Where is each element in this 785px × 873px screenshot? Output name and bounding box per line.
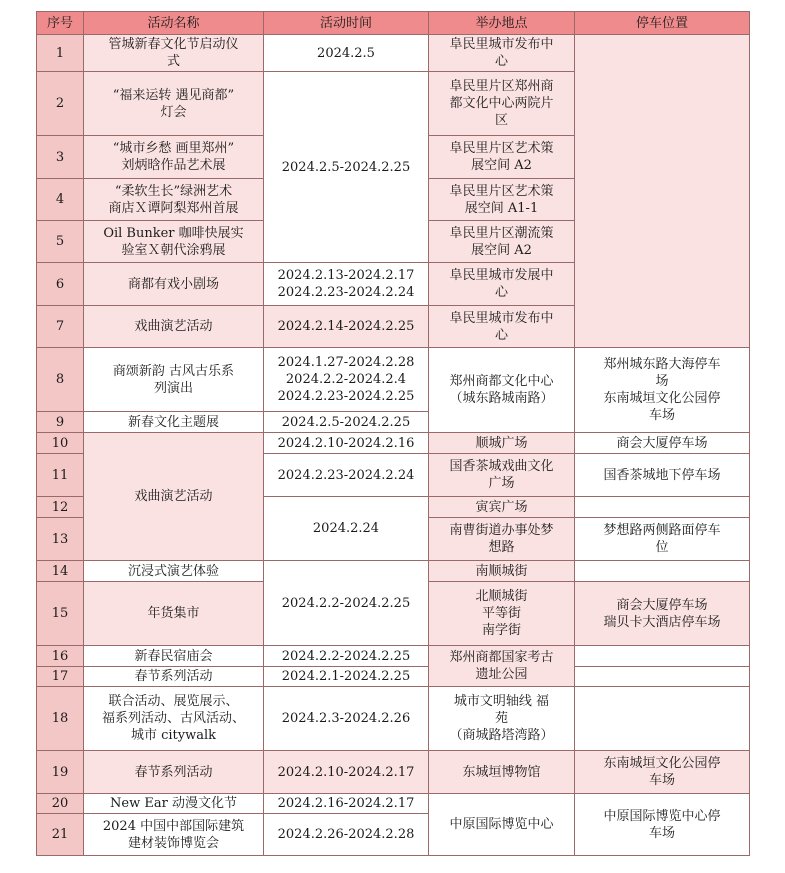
- activity-venue: 中原国际博览中心: [429, 794, 575, 856]
- activity-time: 2024.2.10-2024.2.17: [264, 751, 429, 794]
- activity-venue: 寅宾广场: [429, 497, 575, 518]
- parking-location: 商会大厦停车场 瑞贝卡大酒店停车场: [575, 582, 750, 646]
- activity-venue: 阜民里片区郑州商 都文化中心两院片 区: [429, 72, 575, 136]
- parking-cell-empty: [575, 646, 750, 667]
- row-number: 11: [37, 454, 84, 497]
- activity-name: 年货集市: [84, 582, 264, 646]
- parking-cell-empty: [575, 35, 750, 348]
- activity-name: 商颂新韵 古风古乐系 列演出: [84, 348, 264, 412]
- header-time: 活动时间: [264, 12, 429, 35]
- activity-venue: 阜民里城市发布中 心: [429, 35, 575, 72]
- activity-name: 2024 中国中部国际建筑 建材装饰博览会: [84, 814, 264, 856]
- header-venue: 举办地点: [429, 12, 575, 35]
- parking-cell-empty: [575, 667, 750, 687]
- table-row: [37, 646, 750, 667]
- activity-venue: 北顺城街 平等街 南学街: [429, 582, 575, 646]
- activity-venue: 南曹街道办事处梦 想路: [429, 518, 575, 561]
- activity-schedule-table: [36, 11, 750, 856]
- row-number: 21: [37, 814, 84, 856]
- activity-name: 沉浸式演艺体验: [84, 561, 264, 582]
- activity-name: 新春文化主题展: [84, 412, 264, 433]
- activity-name: 联合活动、展览展示、 福系列活动、古风活动、 城市 citywalk: [84, 687, 264, 751]
- activity-time: 2024.2.5: [264, 35, 429, 72]
- activity-name: 戏曲演艺活动: [84, 306, 264, 348]
- row-number: 7: [37, 306, 84, 348]
- activity-time: 2024.2.13-2024.2.17 2024.2.23-2024.2.24: [264, 263, 429, 306]
- row-number: 3: [37, 136, 84, 179]
- table-row: [37, 794, 750, 814]
- activity-time: 2024.2.1-2024.2.25: [264, 667, 429, 687]
- activity-time: 2024.2.16-2024.2.17: [264, 794, 429, 814]
- activity-time: 2024.2.5-2024.2.25: [264, 72, 429, 263]
- activity-name: “柔软生长”绿洲艺术 商店Ｘ谭阿梨郑州首展: [84, 179, 264, 221]
- activity-name: 新春民宿庙会: [84, 646, 264, 667]
- activity-venue: 顺城广场: [429, 433, 575, 454]
- parking-location: 中原国际博览中心停 车场: [575, 794, 750, 856]
- row-number: 10: [37, 433, 84, 454]
- parking-cell-empty: [575, 497, 750, 518]
- table-row: [37, 667, 750, 687]
- activity-name: “福来运转 遇见商都” 灯会: [84, 72, 264, 136]
- activity-venue: 阜民里片区潮流策 展空间 A2: [429, 221, 575, 263]
- row-number: 4: [37, 179, 84, 221]
- activity-time: 2024.2.3-2024.2.26: [264, 687, 429, 751]
- activity-venue: 郑州商都国家考古 遗址公园: [429, 646, 575, 687]
- activity-venue: 阜民里城市发布中 心: [429, 306, 575, 348]
- activity-time: 2024.1.27-2024.2.28 2024.2.2-2024.2.4 2024.2.23-2024.2.25: [264, 348, 429, 412]
- parking-location: 国香茶城地下停车场: [575, 454, 750, 497]
- table-row: [37, 751, 750, 794]
- activity-time: 2024.2.26-2024.2.28: [264, 814, 429, 856]
- activity-name: 春节系列活动: [84, 667, 264, 687]
- activity-venue: 东城垣博物馆: [429, 751, 575, 794]
- activity-venue: 郑州商都文化中心 （城东路城南路）: [429, 348, 575, 433]
- activity-time: 2024.2.5-2024.2.25: [264, 412, 429, 433]
- activity-name: New Ear 动漫文化节: [84, 794, 264, 814]
- parking-cell-empty: [575, 561, 750, 582]
- row-number: 17: [37, 667, 84, 687]
- activity-name: 春节系列活动: [84, 751, 264, 794]
- row-number: 15: [37, 582, 84, 646]
- row-number: 18: [37, 687, 84, 751]
- row-number: 12: [37, 497, 84, 518]
- header-name: 活动名称: [84, 12, 264, 35]
- activity-name: 戏曲演艺活动: [84, 433, 264, 561]
- table-row: [37, 433, 750, 454]
- table-row: [37, 561, 750, 582]
- activity-name: 管城新春文化节启动仪 式: [84, 35, 264, 72]
- row-number: 6: [37, 263, 84, 306]
- activity-time: 2024.2.24: [264, 497, 429, 561]
- activity-venue: 阜民里片区艺术策 展空间 A2: [429, 136, 575, 179]
- parking-location: 东南城垣文化公园停 车场: [575, 751, 750, 794]
- header-no: 序号: [37, 12, 84, 35]
- activity-venue: 阜民里片区艺术策 展空间 A1-1: [429, 179, 575, 221]
- activity-time: 2024.2.14-2024.2.25: [264, 306, 429, 348]
- parking-location: 商会大厦停车场: [575, 433, 750, 454]
- table-row: [37, 35, 750, 72]
- row-number: 2: [37, 72, 84, 136]
- row-number: 14: [37, 561, 84, 582]
- parking-cell-empty: [575, 687, 750, 751]
- activity-name: “城市乡愁 画里郑州” 刘炳晗作品艺术展: [84, 136, 264, 179]
- row-number: 16: [37, 646, 84, 667]
- activity-name: 商都有戏小剧场: [84, 263, 264, 306]
- activity-name: Oil Bunker 咖啡快展实 验室Ｘ朝代涂鸦展: [84, 221, 264, 263]
- activity-time: 2024.2.2-2024.2.25: [264, 561, 429, 646]
- row-number: 5: [37, 221, 84, 263]
- row-number: 20: [37, 794, 84, 814]
- row-number: 8: [37, 348, 84, 412]
- row-number: 19: [37, 751, 84, 794]
- parking-location: 郑州城东路大海停车 场 东南城垣文化公园停 车场: [575, 348, 750, 433]
- activity-venue: 阜民里城市发展中 心: [429, 263, 575, 306]
- activity-venue: 城市文明轴线 福 苑 （商城路塔湾路）: [429, 687, 575, 751]
- activity-time: 2024.2.23-2024.2.24: [264, 454, 429, 497]
- header-row: [37, 12, 750, 35]
- row-number: 13: [37, 518, 84, 561]
- activity-time: 2024.2.2-2024.2.25: [264, 646, 429, 667]
- row-number: 1: [37, 35, 84, 72]
- row-number: 9: [37, 412, 84, 433]
- table-row: [37, 348, 750, 412]
- parking-location: 梦想路两侧路面停车 位: [575, 518, 750, 561]
- activity-venue: 南顺城街: [429, 561, 575, 582]
- activity-venue: 国香茶城戏曲文化 广场: [429, 454, 575, 497]
- activity-time: 2024.2.10-2024.2.16: [264, 433, 429, 454]
- table-row: [37, 687, 750, 751]
- header-parking: 停车位置: [575, 12, 750, 35]
